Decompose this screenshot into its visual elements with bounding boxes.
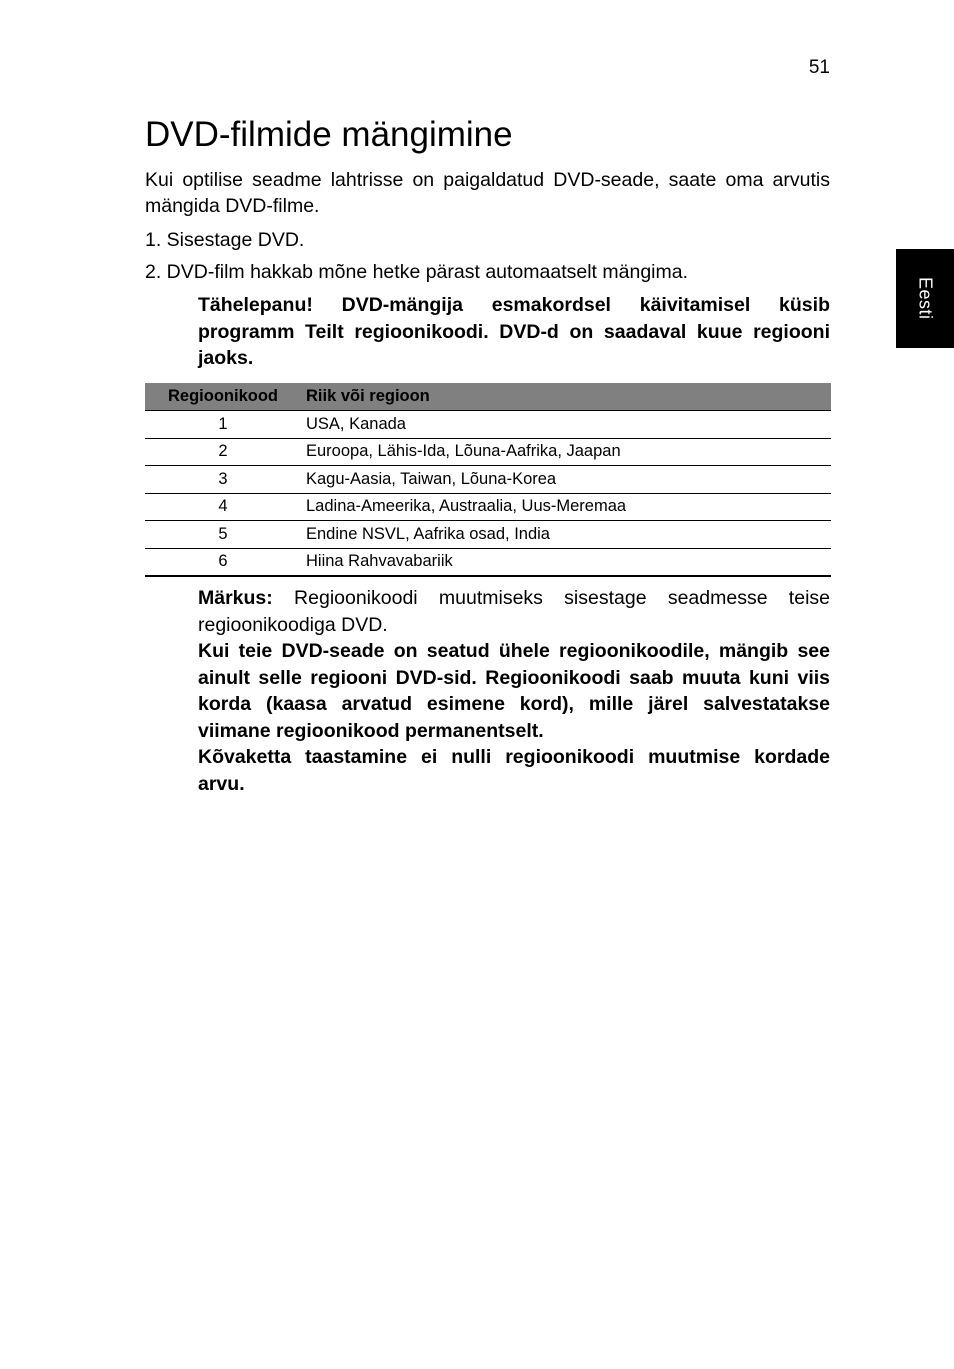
step-1: 1. Sisestage DVD. — [145, 229, 305, 251]
page-number: 51 — [808, 57, 830, 78]
region-code-cell: 4 — [145, 493, 301, 521]
page-title: DVD-filmide mängimine — [145, 115, 513, 154]
region-name-cell: Euroopa, Lähis-Ida, Lõuna-Aafrika, Jaapan — [301, 438, 831, 466]
step-2: 2. DVD-film hakkab mõne hetke pärast automaatselt mängima. — [145, 261, 689, 283]
header-region-code: Regioonikood — [145, 383, 301, 411]
table-row — [145, 548, 831, 576]
intro-paragraph: Kui optilise seadme lahtrisse on paigaldatud DVD-seade, saate oma arvutis mängida DVD-filme. — [145, 169, 830, 217]
region-code-cell: 6 — [145, 548, 301, 576]
table-row — [145, 466, 831, 494]
region-code-cell: 5 — [145, 521, 301, 549]
table-row — [145, 438, 831, 466]
region-name-cell: Ladina-Ameerika, Austraalia, Uus-Meremaa — [301, 493, 831, 521]
notice-paragraph: Tähelepanu! DVD-mängija esmakordsel käivitamisel küsib programm Teilt regioonikoodi. DVD-d on saadaval kuue regiooni jaoks. — [198, 294, 830, 369]
table-row — [145, 521, 831, 549]
table-row — [145, 411, 831, 439]
note-region-limit: Kui teie DVD-seade on seatud ühele regioonikoodile, mängib see ainult selle regiooni DVD-sid. Regioonikoodi saab muuta kuni viis korda (kaasa arvatud esimene kord), mille järel salvestatakse viimane regioonikood permanentselt. — [198, 640, 830, 742]
region-code-cell: 1 — [145, 411, 301, 439]
region-name-cell: USA, Kanada — [301, 411, 831, 439]
region-name-cell: Hiina Rahvavabariik — [301, 548, 831, 576]
region-code-cell: 3 — [145, 466, 301, 494]
table-row — [145, 493, 831, 521]
note-change-region — [198, 585, 830, 638]
region-name-cell: Kagu-Aasia, Taiwan, Lõuna-Korea — [301, 466, 831, 494]
note-label: Märkus: — [198, 587, 273, 609]
table-header-row — [145, 383, 831, 411]
language-side-tab — [896, 249, 954, 348]
region-code-table — [145, 383, 831, 577]
note-change-region-text: Regioonikoodi muutmiseks sisestage seadmesse teise regioonikoodiga DVD. — [198, 587, 830, 636]
region-name-cell: Endine NSVL, Aafrika osad, India — [301, 521, 831, 549]
note-hdd-restore: Kõvaketta taastamine ei nulli regioonikoodi muutmise kordade arvu. — [198, 746, 830, 795]
language-side-tab-label: Eesti — [915, 277, 936, 320]
region-code-cell: 2 — [145, 438, 301, 466]
header-country-region: Riik või regioon — [301, 383, 831, 411]
